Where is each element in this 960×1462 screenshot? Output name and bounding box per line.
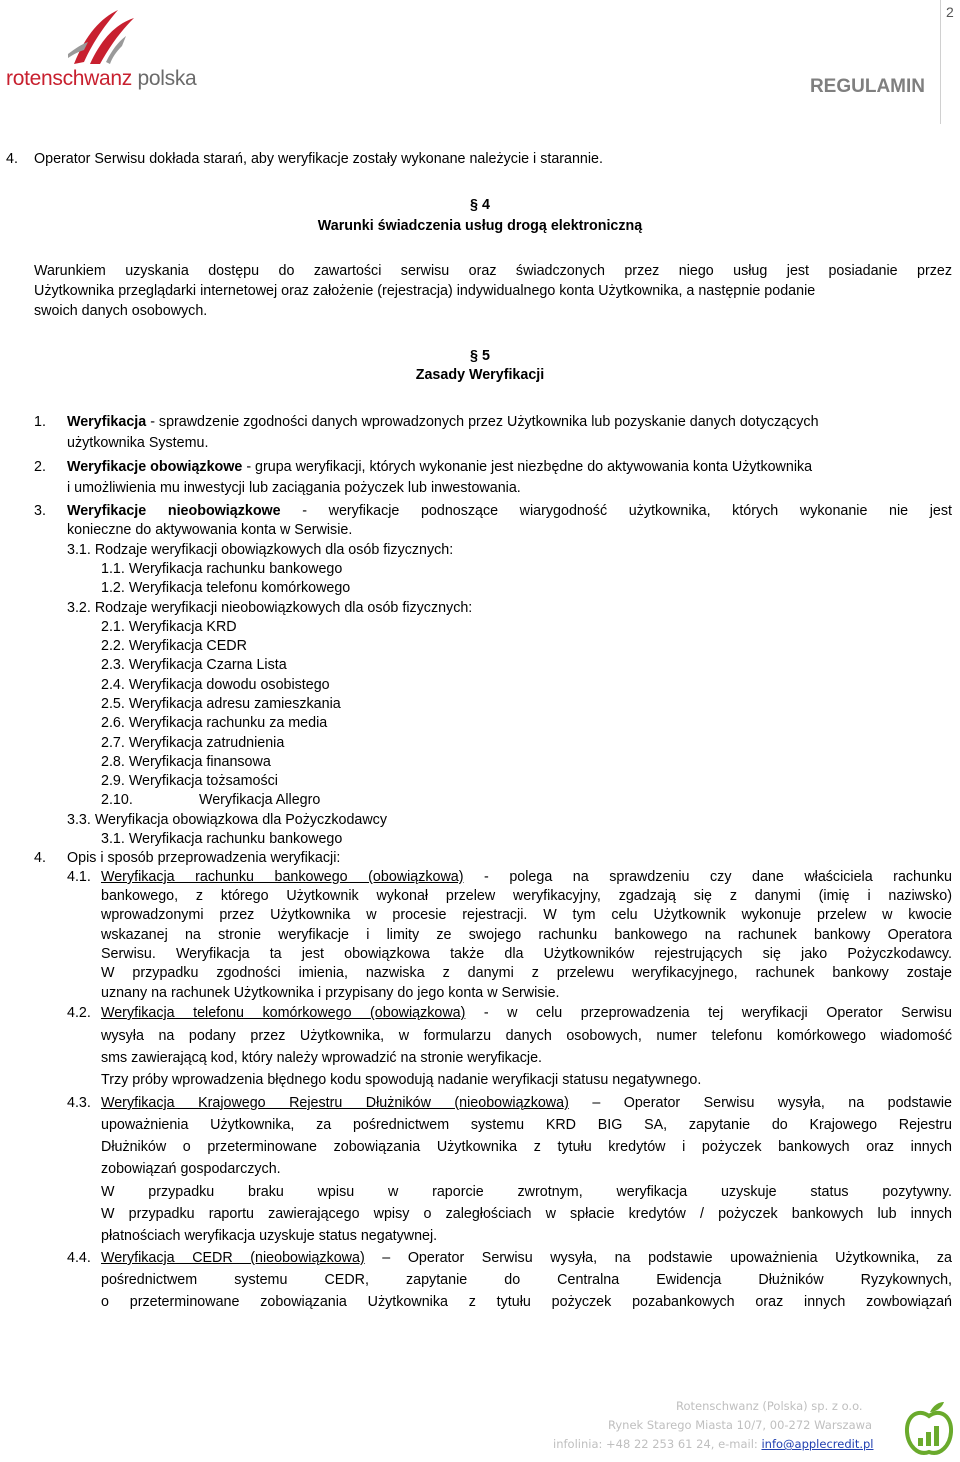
p42-line: Trzy próby wprowadzenia błędnego kodu spowodują nadanie weryfikacji statusu negatywnego.	[101, 1072, 702, 1088]
header-divider	[940, 0, 941, 124]
page-number: 2	[946, 4, 954, 20]
p42-number: 4.2.	[67, 1005, 91, 1021]
p43-line: upoważnienia Użytkownika, za pośrednictwem systemu KRD BIG SA, zapytanie do Krajowego Rejestru	[101, 1117, 952, 1133]
p41-number: 4.1.	[67, 869, 91, 885]
p43-line: W przypadku raportu zawierającego wpisy o zaległościach w spłacie kredytów / pożyczek bankowych lub innych	[101, 1206, 952, 1222]
p41-line: W przypadku zgodności imienia, nazwiska z danymi z przelewu weryfikacyjnego, rachunek bankowy zostaje	[101, 965, 952, 981]
item3-number: 3.	[34, 503, 46, 519]
p44-number: 4.4.	[67, 1250, 91, 1266]
list-line: 2.6. Weryfikacja rachunku za media	[101, 715, 328, 731]
p41-line: wskazanej na stronie weryfikacje i limity ze swojego rachunku bankowego na rachunek bankowy Operatora	[101, 927, 952, 943]
list-line: 2.1. Weryfikacja KRD	[101, 619, 237, 635]
list-line: 3.3. Weryfikacja obowiązkowa dla Pożyczkodawcy	[67, 812, 387, 828]
list-line: Opis i sposób przeprowadzenia weryfikacji:	[67, 850, 341, 866]
list-line: 3.1. Rodzaje weryfikacji obowiązkowych dla osób fizycznych:	[67, 542, 454, 558]
p43-line: zobowiązań gospodarczych.	[101, 1161, 281, 1177]
footer-contact: infolinia: +48 22 253 61 24, e-mail: info@applecredit.pl	[553, 1437, 874, 1451]
p44-line: o przeterminowane zobowiązania Użytkownika z tytułu pożyczek pozabankowych oraz innych zowbowiązań	[101, 1294, 952, 1310]
item1-text-cont: użytkownika Systemu.	[67, 435, 209, 451]
list-line: 2.2. Weryfikacja CEDR	[101, 638, 247, 654]
p44-first-line: Weryfikacja CEDR (nieobowiązkowa) – Operator Serwisu wysyła, na podstawie upoważnienia Użytkownika, za	[101, 1250, 952, 1266]
list-line: 3.1. Weryfikacja rachunku bankowego	[101, 831, 343, 847]
list-line: 2.3. Weryfikacja Czarna Lista	[101, 657, 287, 673]
apple-logo-icon	[904, 1398, 954, 1458]
item1-number: 1.	[34, 414, 46, 430]
list-line: 1.2. Weryfikacja telefonu komórkowego	[101, 580, 351, 596]
section4-line: swoich danych osobowych.	[34, 303, 208, 319]
p43-line: Dłużników o przeterminowane zobowiązania Użytkownika z tytułu kredytów i pożyczek bankowych oraz innych	[101, 1139, 952, 1155]
item3-text: Weryfikacje nieobowiązkowe - weryfikacje podnoszące wiarygodność użytkownika, których wykonanie nie jest	[67, 503, 952, 519]
section5-title: Zasady Weryfikacji	[415, 367, 545, 383]
section4-title: Warunki świadczenia usług drogą elektroniczną	[317, 218, 643, 234]
item2-number: 2.	[34, 459, 46, 475]
list-line: 2.5. Weryfikacja adresu zamieszkania	[101, 696, 341, 712]
list-line-number: 4.	[34, 850, 46, 866]
list-line: 2.7. Weryfikacja zatrudnienia	[101, 735, 285, 751]
list-line: 2.8. Weryfikacja finansowa	[101, 754, 271, 770]
section4-line: Użytkownika przeglądarki internetowej oraz założenie (rejestracja) indywidualnego konta Użytkownika, a następnie podanie	[34, 283, 816, 299]
item2-text: Weryfikacje obowiązkowe - grupa weryfikacji, których wykonanie jest niezbędne do aktywowania konta Użytkownika	[67, 459, 813, 475]
logo-wordmark: rotenschwanz polska	[6, 67, 197, 90]
list-line-number: 2.10.	[101, 792, 133, 808]
p43-number: 4.3.	[67, 1095, 91, 1111]
p41-line: bankowego, z którego Użytkownik wykonał przelew weryfikacyjny, zgadzają się z danymi (imię i naziwsko)	[101, 888, 952, 904]
p41-line: uznany na rachunek Użytkownika i przypisany do jego konta w Serwisie.	[101, 985, 560, 1001]
p41-first-line: Weryfikacja rachunku bankowego (obowiązkowa) - polega na sprawdzeniu czy dane właściciela rachunku	[101, 869, 952, 885]
footer-email-link[interactable]: info@applecredit.pl	[761, 1437, 874, 1451]
p42-line: wysyła na podany przez Użytkownika, w formularzu danych osobowych, numer telefonu komórkowego wiadomość	[101, 1028, 952, 1044]
footer-company: Rotenschwanz (Polska) sp. z o.o.	[676, 1399, 863, 1413]
list-line: Weryfikacja Allegro	[199, 792, 321, 808]
p41-line: Serwisu. Weryfikacja ta jest obowiązkowa także dla Użytkowników rejestrujących się jako Pożyczkodawcy.	[101, 946, 952, 962]
p43-first-line: Weryfikacja Krajowego Rejestru Dłużników (nieobowiązkowa) – Operator Serwisu wysyła, na podstawie	[101, 1095, 953, 1111]
p43-line: płatnościach weryfikacja uzyskuje status negatywnej.	[101, 1228, 438, 1244]
document-title: REGULAMIN	[809, 76, 925, 97]
section4-heading: § 4	[470, 197, 490, 213]
intro-item-number: 4.	[6, 151, 18, 167]
p42-first-line: Weryfikacja telefonu komórkowego (obowiązkowa) - w celu przeprowadzenia tej weryfikacji Operator Serwisu	[101, 1005, 952, 1021]
p43-line: W przypadku braku wpisu w raporcie zwrotnym, weryfikacja uzyskuje status pozytywny.	[101, 1184, 952, 1200]
intro-item-text: Operator Serwisu dokłada starań, aby weryfikacje zostały wykonane należycie i starannie.	[34, 151, 603, 167]
item1-text: Weryfikacja - sprawdzenie zgodności danych wprowadzonych przez Użytkownika lub pozyskanie danych dotyczących	[67, 414, 819, 430]
p44-line: pośrednictwem systemu CEDR, zapytanie do Centralna Ewidencja Dłużników Ryzykownych,	[101, 1272, 952, 1288]
item3-text-cont: konieczne do aktywowania konta w Serwisie.	[67, 522, 353, 538]
p42-line: sms zawierającą kod, który należy wprowadzić na stronie weryfikacje.	[101, 1050, 542, 1066]
footer-address: Rynek Starego Miasta 10/7, 00-272 Warszawa	[608, 1418, 873, 1432]
section4-line: Warunkiem uzyskania dostępu do zawartości serwisu oraz świadczonych przez niego usług jest posiadanie przez	[34, 263, 952, 279]
list-line: 3.2. Rodzaje weryfikacji nieobowiązkowych dla osób fizycznych:	[67, 600, 473, 616]
list-line: 1.1. Weryfikacja rachunku bankowego	[101, 561, 343, 577]
section5-heading: § 5	[470, 348, 490, 364]
list-line: 2.4. Weryfikacja dowodu osobistego	[101, 677, 330, 693]
p41-line: wprowadzonymi przez Użytkownika w procesie rejestracji. W tym celu Użytkownik wykonuje przelew w kwocie	[101, 907, 952, 923]
list-line: 2.9. Weryfikacja tożsamości	[101, 773, 278, 789]
item2-text-cont: i umożliwienia mu inwestycji lub zaciągania pożyczek lub inwestowania.	[67, 480, 521, 496]
